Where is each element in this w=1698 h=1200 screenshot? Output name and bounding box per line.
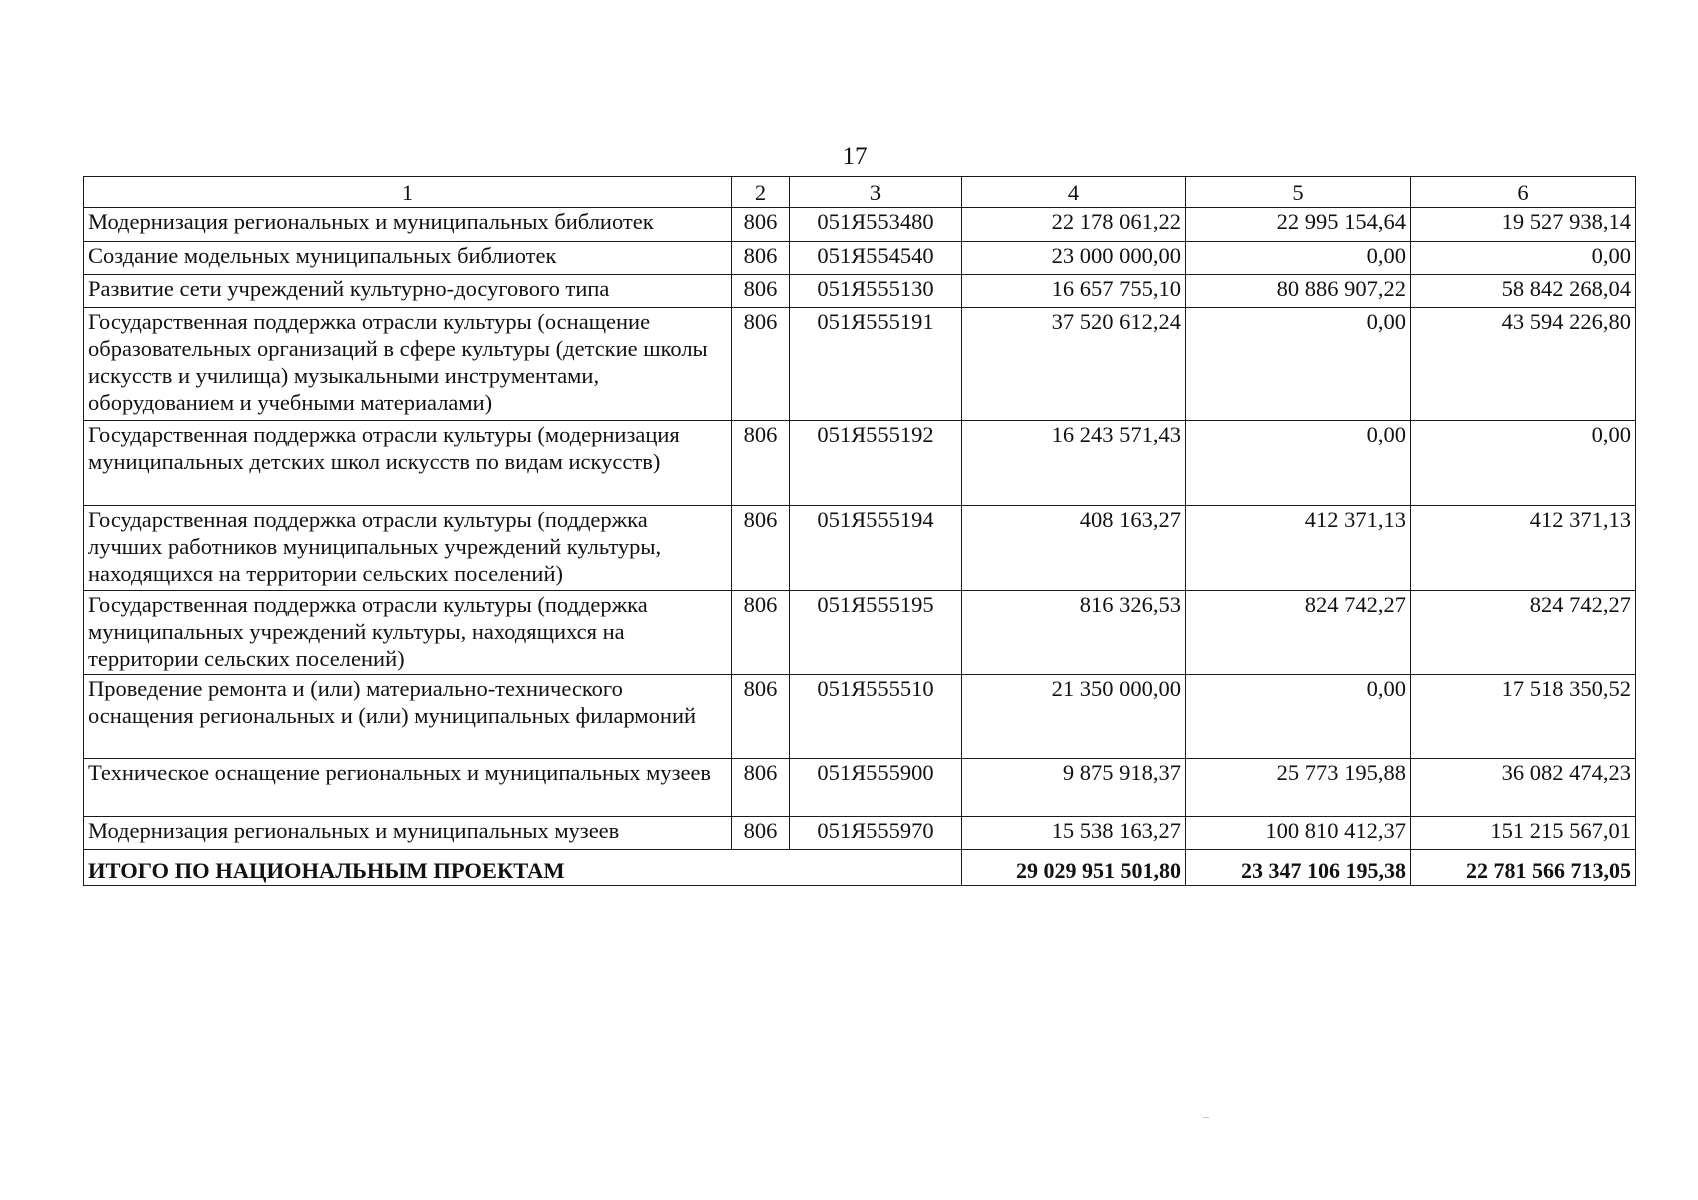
table-row — [84, 421, 1636, 506]
row-value-col4: 22 178 061,22 — [962, 208, 1186, 242]
row-value-col6: 58 842 268,04 — [1411, 275, 1636, 308]
row-value-col6: 19 527 938,14 — [1411, 208, 1636, 242]
column-header-6: 6 — [1411, 177, 1636, 208]
total-row — [84, 850, 1636, 886]
row-value-col5: 0,00 — [1186, 675, 1411, 759]
row-gr-code: 806 — [732, 591, 790, 675]
total-label: ИТОГО ПО НАЦИОНАЛЬНЫМ ПРОЕКТАМ — [84, 850, 962, 886]
row-value-col4: 9 875 918,37 — [962, 759, 1186, 817]
row-name: Развитие сети учреждений культурно-досугового типа — [84, 275, 732, 308]
total-value-col6: 22 781 566 713,05 — [1411, 850, 1636, 886]
row-value-col6: 824 742,27 — [1411, 591, 1636, 675]
column-header-2: 2 — [732, 177, 790, 208]
row-value-col4: 23 000 000,00 — [962, 242, 1186, 275]
row-value-col4: 16 243 571,43 — [962, 421, 1186, 506]
table-row — [84, 759, 1636, 817]
row-gr-code: 806 — [732, 675, 790, 759]
row-value-col5: 0,00 — [1186, 242, 1411, 275]
row-name: Государственная поддержка отрасли культуры (оснащение образовательных организаций в сфере культуры (детские школы искусств и училища) музыкальными инструментами, оборудованием и учебными материалами) — [84, 308, 732, 421]
row-target-code: 051Я555192 — [790, 421, 962, 506]
row-target-code: 051Я555130 — [790, 275, 962, 308]
row-gr-code: 806 — [732, 275, 790, 308]
row-target-code: 051Я554540 — [790, 242, 962, 275]
row-value-col6: 0,00 — [1411, 421, 1636, 506]
row-value-col4: 16 657 755,10 — [962, 275, 1186, 308]
row-gr-code: 806 — [732, 242, 790, 275]
row-value-col6: 0,00 — [1411, 242, 1636, 275]
row-name: Государственная поддержка отрасли культуры (модернизация муниципальных детских школ искусств по видам искусств) — [84, 421, 732, 506]
row-value-col4: 408 163,27 — [962, 506, 1186, 591]
row-gr-code: 806 — [732, 421, 790, 506]
table-header-row — [84, 177, 1636, 208]
table-row — [84, 308, 1636, 421]
table-row — [84, 591, 1636, 675]
row-target-code: 051Я555510 — [790, 675, 962, 759]
table-row — [84, 675, 1636, 759]
row-value-col6: 17 518 350,52 — [1411, 675, 1636, 759]
row-value-col5: 0,00 — [1186, 308, 1411, 421]
row-target-code: 051Я553480 — [790, 208, 962, 242]
row-gr-code: 806 — [732, 308, 790, 421]
row-name: Техническое оснащение региональных и муниципальных музеев — [84, 759, 732, 817]
row-gr-code: 806 — [732, 759, 790, 817]
row-value-col4: 37 520 612,24 — [962, 308, 1186, 421]
row-name: Государственная поддержка отрасли культуры (поддержка лучших работников муниципальных учреждений культуры, находящихся на территории сельских поселений) — [84, 506, 732, 591]
row-value-col6: 151 215 567,01 — [1411, 817, 1636, 850]
row-name: Проведение ремонта и (или) материально-технического оснащения региональных и (или) муниципальных филармоний — [84, 675, 732, 759]
row-value-col5: 100 810 412,37 — [1186, 817, 1411, 850]
page-number: 17 — [842, 143, 868, 170]
row-gr-code: 806 — [732, 208, 790, 242]
table-row — [84, 817, 1636, 850]
budget-table — [83, 176, 1636, 886]
row-value-col5: 25 773 195,88 — [1186, 759, 1411, 817]
row-value-col4: 15 538 163,27 — [962, 817, 1186, 850]
total-value-col5: 23 347 106 195,38 — [1186, 850, 1411, 886]
row-name: Модернизация региональных и муниципальных музеев — [84, 817, 732, 850]
row-target-code: 051Я555900 — [790, 759, 962, 817]
row-value-col6: 43 594 226,80 — [1411, 308, 1636, 421]
column-header-5: 5 — [1186, 177, 1411, 208]
table-row — [84, 242, 1636, 275]
row-value-col5: 22 995 154,64 — [1186, 208, 1411, 242]
row-value-col5: 0,00 — [1186, 421, 1411, 506]
row-value-col4: 21 350 000,00 — [962, 675, 1186, 759]
row-name: Государственная поддержка отрасли культуры (поддержка муниципальных учреждений культуры, находящихся на территории сельских поселений) — [84, 591, 732, 675]
table-row — [84, 275, 1636, 308]
column-header-3: 3 — [790, 177, 962, 208]
scan-artifact — [1203, 1117, 1209, 1118]
row-value-col5: 412 371,13 — [1186, 506, 1411, 591]
row-value-col6: 36 082 474,23 — [1411, 759, 1636, 817]
row-target-code: 051Я555191 — [790, 308, 962, 421]
column-header-4: 4 — [962, 177, 1186, 208]
row-target-code: 051Я555194 — [790, 506, 962, 591]
table-row — [84, 506, 1636, 591]
row-value-col6: 412 371,13 — [1411, 506, 1636, 591]
total-value-col4: 29 029 951 501,80 — [962, 850, 1186, 886]
row-target-code: 051Я555970 — [790, 817, 962, 850]
row-name: Модернизация региональных и муниципальных библиотек — [84, 208, 732, 242]
table-row — [84, 208, 1636, 242]
row-value-col5: 824 742,27 — [1186, 591, 1411, 675]
row-value-col5: 80 886 907,22 — [1186, 275, 1411, 308]
row-name: Создание модельных муниципальных библиотек — [84, 242, 732, 275]
row-gr-code: 806 — [732, 817, 790, 850]
column-header-1: 1 — [84, 177, 732, 208]
row-value-col4: 816 326,53 — [962, 591, 1186, 675]
row-target-code: 051Я555195 — [790, 591, 962, 675]
row-gr-code: 806 — [732, 506, 790, 591]
